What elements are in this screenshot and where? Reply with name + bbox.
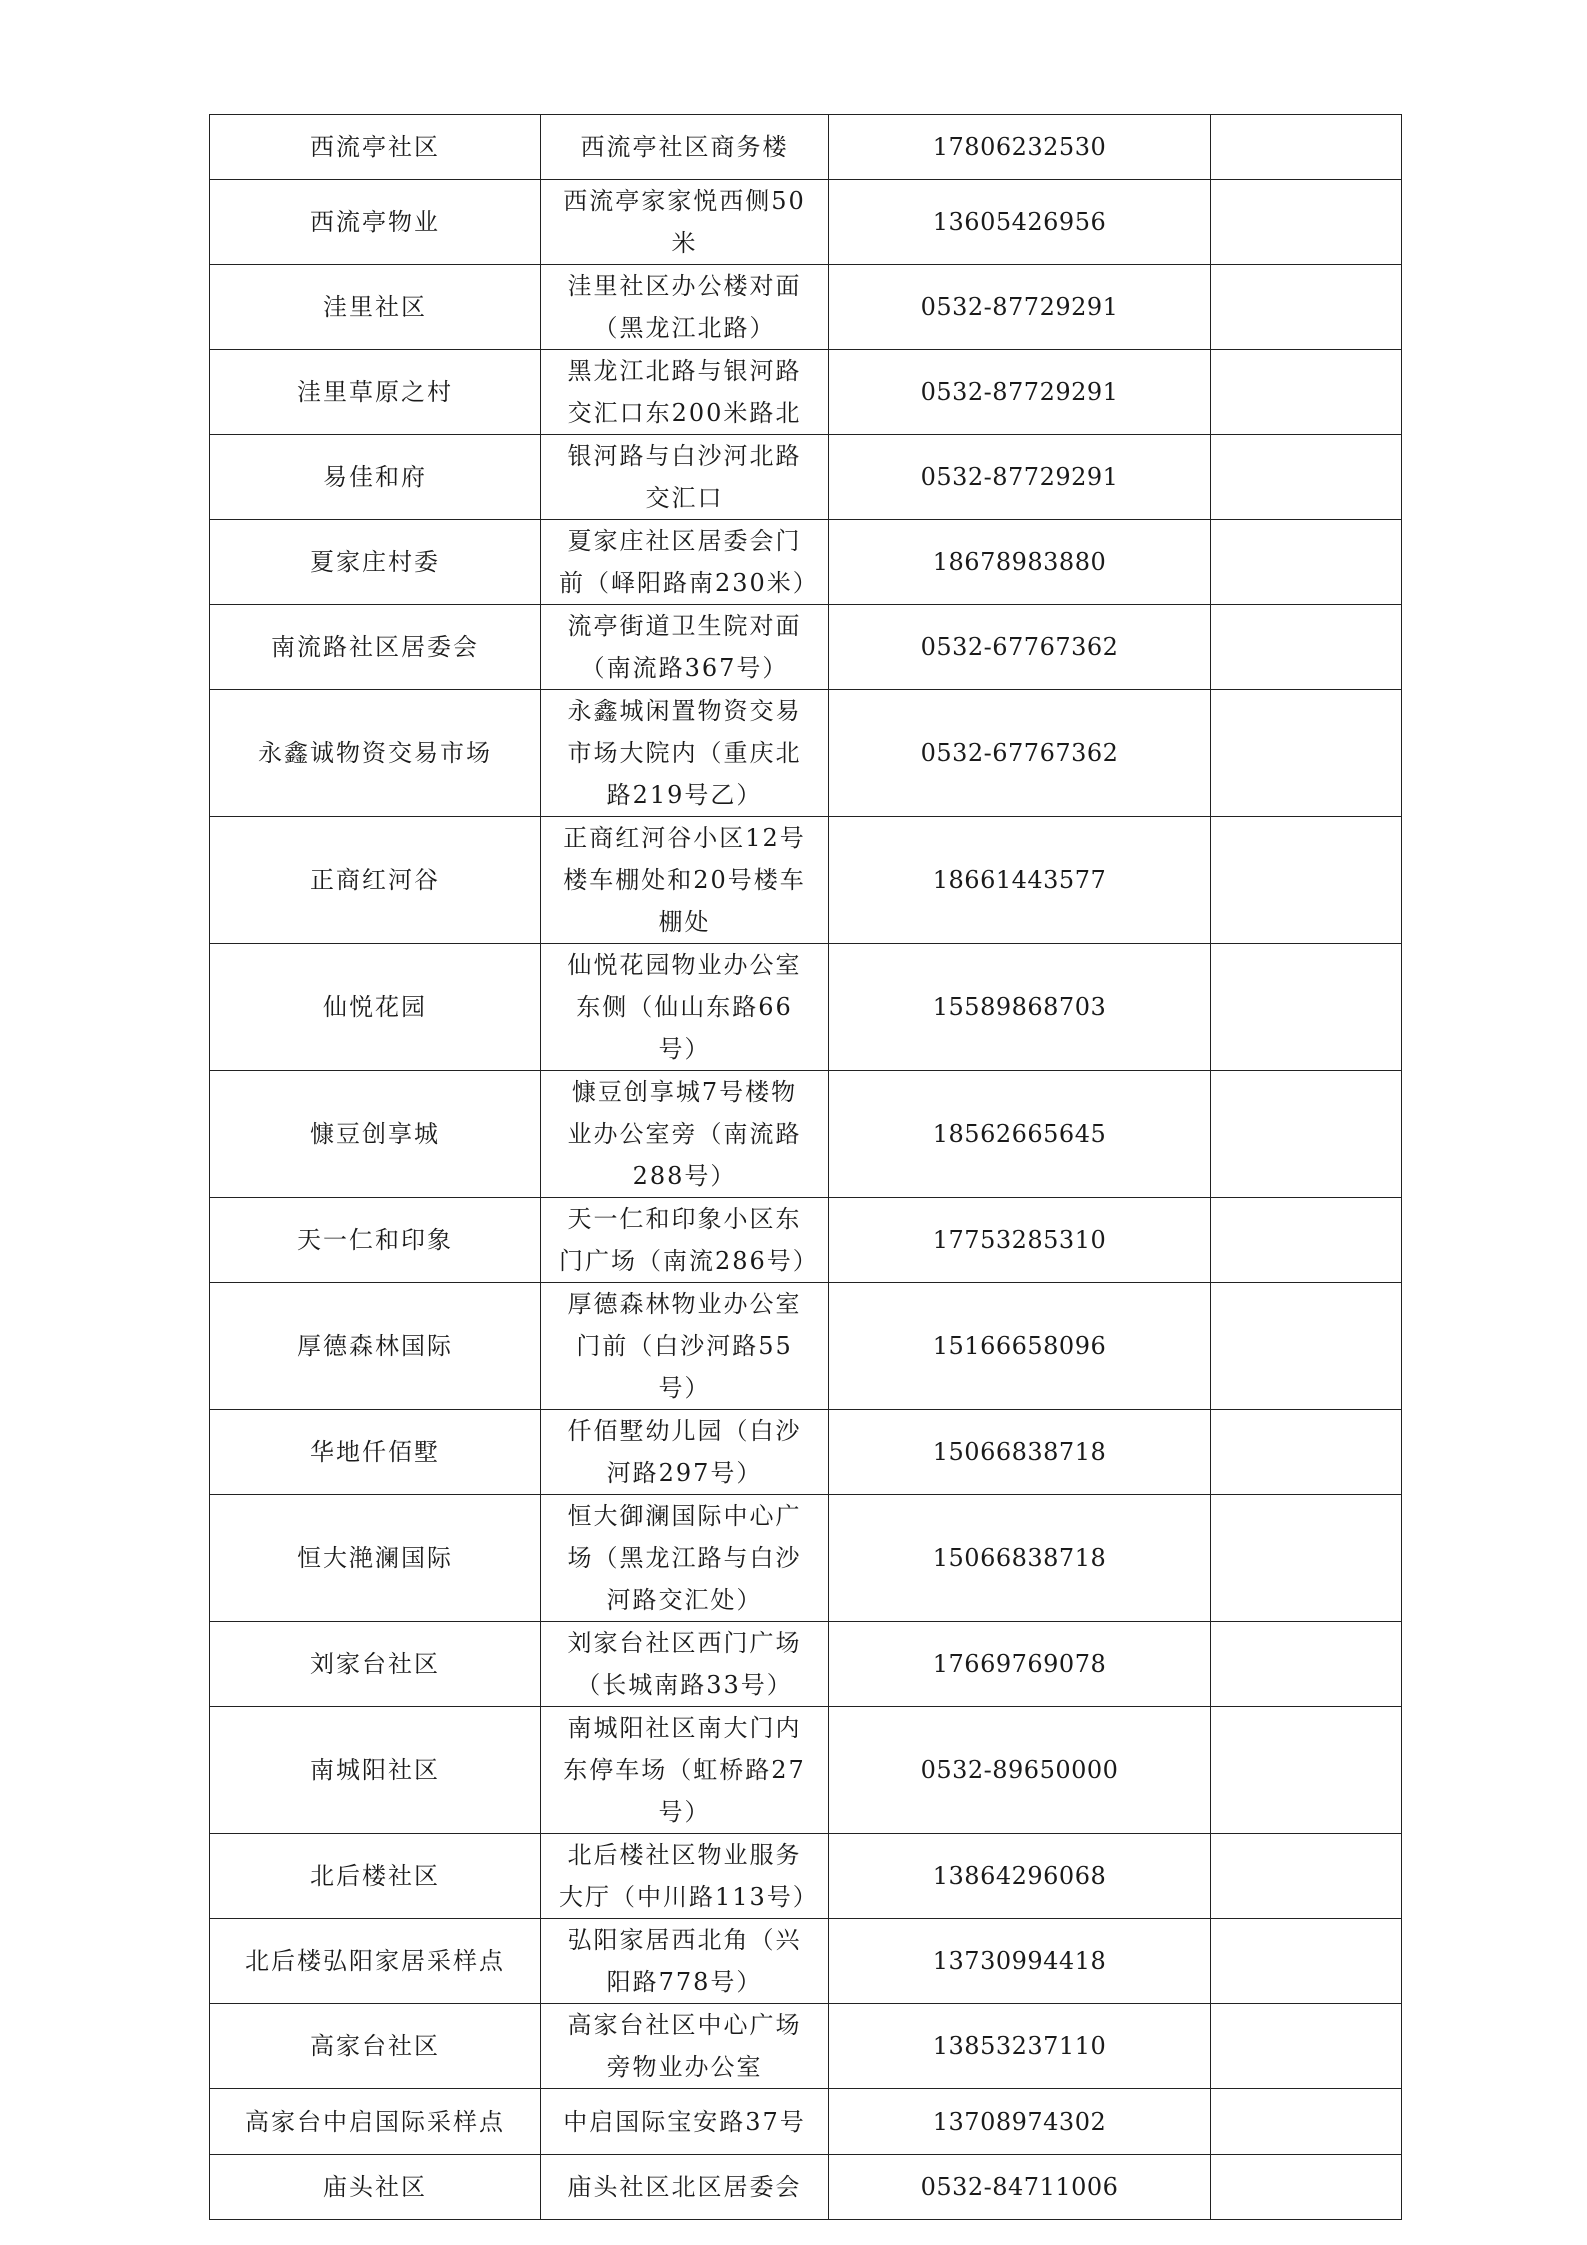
table-row bbox=[210, 265, 1402, 350]
site-note bbox=[1211, 265, 1402, 350]
table-row bbox=[210, 1283, 1402, 1410]
site-address: 北后楼社区物业服务大厅（中川路113号） bbox=[541, 1834, 829, 1919]
table-row bbox=[210, 2004, 1402, 2089]
site-note bbox=[1211, 1919, 1402, 2004]
site-name: 慷豆创享城 bbox=[210, 1071, 541, 1198]
site-phone: 17753285310 bbox=[829, 1198, 1211, 1283]
site-phone: 18661443577 bbox=[829, 817, 1211, 944]
site-address: 庙头社区北区居委会 bbox=[541, 2155, 829, 2220]
site-phone: 0532-67767362 bbox=[829, 605, 1211, 690]
table-row bbox=[210, 435, 1402, 520]
table-row bbox=[210, 1919, 1402, 2004]
table-row bbox=[210, 1410, 1402, 1495]
site-address: 弘阳家居西北角（兴阳路778号） bbox=[541, 1919, 829, 2004]
table-row bbox=[210, 520, 1402, 605]
site-note bbox=[1211, 2089, 1402, 2155]
site-address: 洼里社区办公楼对面（黑龙江北路） bbox=[541, 265, 829, 350]
site-address: 仙悦花园物业办公室东侧（仙山东路66号） bbox=[541, 944, 829, 1071]
site-name: 南城阳社区 bbox=[210, 1707, 541, 1834]
site-phone: 18562665645 bbox=[829, 1071, 1211, 1198]
site-name: 恒大滟澜国际 bbox=[210, 1495, 541, 1622]
site-name: 西流亭物业 bbox=[210, 180, 541, 265]
table-row bbox=[210, 1622, 1402, 1707]
table-row bbox=[210, 1834, 1402, 1919]
site-note bbox=[1211, 1495, 1402, 1622]
site-phone: 15066838718 bbox=[829, 1410, 1211, 1495]
table-row bbox=[210, 1707, 1402, 1834]
site-phone: 17806232530 bbox=[829, 115, 1211, 180]
site-name: 天一仁和印象 bbox=[210, 1198, 541, 1283]
site-note bbox=[1211, 2155, 1402, 2220]
site-name: 厚德森林国际 bbox=[210, 1283, 541, 1410]
site-address: 夏家庄社区居委会门前（峄阳路南230米） bbox=[541, 520, 829, 605]
table-row bbox=[210, 2089, 1402, 2155]
site-address: 永鑫城闲置物资交易市场大院内（重庆北路219号乙） bbox=[541, 690, 829, 817]
site-address: 慷豆创享城7号楼物业办公室旁（南流路288号） bbox=[541, 1071, 829, 1198]
site-address: 厚德森林物业办公室门前（白沙河路55号） bbox=[541, 1283, 829, 1410]
site-name: 洼里社区 bbox=[210, 265, 541, 350]
site-address: 中启国际宝安路37号 bbox=[541, 2089, 829, 2155]
site-address: 刘家台社区西门广场（长城南路33号） bbox=[541, 1622, 829, 1707]
site-note bbox=[1211, 350, 1402, 435]
site-name: 北后楼弘阳家居采样点 bbox=[210, 1919, 541, 2004]
site-note bbox=[1211, 817, 1402, 944]
site-address: 黑龙江北路与银河路交汇口东200米路北 bbox=[541, 350, 829, 435]
site-phone: 15066838718 bbox=[829, 1495, 1211, 1622]
sampling-sites-table bbox=[209, 114, 1402, 2220]
table-row bbox=[210, 817, 1402, 944]
site-address: 流亭街道卫生院对面（南流路367号） bbox=[541, 605, 829, 690]
site-phone: 0532-67767362 bbox=[829, 690, 1211, 817]
site-phone: 13853237110 bbox=[829, 2004, 1211, 2089]
site-note bbox=[1211, 944, 1402, 1071]
site-address: 南城阳社区南大门内东停车场（虹桥路27号） bbox=[541, 1707, 829, 1834]
site-phone: 15589868703 bbox=[829, 944, 1211, 1071]
site-note bbox=[1211, 1622, 1402, 1707]
table-row bbox=[210, 944, 1402, 1071]
table-row bbox=[210, 2155, 1402, 2220]
table-row bbox=[210, 350, 1402, 435]
site-phone: 13730994418 bbox=[829, 1919, 1211, 2004]
site-phone: 0532-87729291 bbox=[829, 435, 1211, 520]
site-address: 西流亭家家悦西侧50米 bbox=[541, 180, 829, 265]
site-name: 高家台中启国际采样点 bbox=[210, 2089, 541, 2155]
site-name: 仙悦花园 bbox=[210, 944, 541, 1071]
table-row bbox=[210, 690, 1402, 817]
table-row bbox=[210, 115, 1402, 180]
site-name: 刘家台社区 bbox=[210, 1622, 541, 1707]
site-address: 恒大御澜国际中心广场（黑龙江路与白沙河路交汇处） bbox=[541, 1495, 829, 1622]
site-phone: 0532-89650000 bbox=[829, 1707, 1211, 1834]
site-name: 西流亭社区 bbox=[210, 115, 541, 180]
site-phone: 18678983880 bbox=[829, 520, 1211, 605]
site-phone: 13605426956 bbox=[829, 180, 1211, 265]
table-row bbox=[210, 1495, 1402, 1622]
site-name: 易佳和府 bbox=[210, 435, 541, 520]
site-note bbox=[1211, 1410, 1402, 1495]
site-name: 高家台社区 bbox=[210, 2004, 541, 2089]
site-phone: 0532-84711006 bbox=[829, 2155, 1211, 2220]
site-note bbox=[1211, 605, 1402, 690]
table-row bbox=[210, 1198, 1402, 1283]
table-row bbox=[210, 605, 1402, 690]
site-note bbox=[1211, 1071, 1402, 1198]
site-address: 银河路与白沙河北路交汇口 bbox=[541, 435, 829, 520]
site-note bbox=[1211, 1283, 1402, 1410]
table-row bbox=[210, 1071, 1402, 1198]
site-address: 正商红河谷小区12号楼车棚处和20号楼车棚处 bbox=[541, 817, 829, 944]
site-note bbox=[1211, 690, 1402, 817]
site-address: 天一仁和印象小区东门广场（南流286号） bbox=[541, 1198, 829, 1283]
site-phone: 15166658096 bbox=[829, 1283, 1211, 1410]
site-note bbox=[1211, 180, 1402, 265]
site-name: 北后楼社区 bbox=[210, 1834, 541, 1919]
site-address: 西流亭社区商务楼 bbox=[541, 115, 829, 180]
site-note bbox=[1211, 435, 1402, 520]
site-note bbox=[1211, 1707, 1402, 1834]
site-name: 永鑫诚物资交易市场 bbox=[210, 690, 541, 817]
site-name: 洼里草原之村 bbox=[210, 350, 541, 435]
site-name: 庙头社区 bbox=[210, 2155, 541, 2220]
site-address: 高家台社区中心广场旁物业办公室 bbox=[541, 2004, 829, 2089]
site-name: 南流路社区居委会 bbox=[210, 605, 541, 690]
site-phone: 17669769078 bbox=[829, 1622, 1211, 1707]
site-phone: 13708974302 bbox=[829, 2089, 1211, 2155]
site-note bbox=[1211, 1198, 1402, 1283]
site-note bbox=[1211, 1834, 1402, 1919]
site-phone: 0532-87729291 bbox=[829, 350, 1211, 435]
site-address: 仟佰墅幼儿园（白沙河路297号） bbox=[541, 1410, 829, 1495]
site-name: 正商红河谷 bbox=[210, 817, 541, 944]
site-note bbox=[1211, 520, 1402, 605]
site-phone: 0532-87729291 bbox=[829, 265, 1211, 350]
table-row bbox=[210, 180, 1402, 265]
site-name: 华地仟佰墅 bbox=[210, 1410, 541, 1495]
site-name: 夏家庄村委 bbox=[210, 520, 541, 605]
site-phone: 13864296068 bbox=[829, 1834, 1211, 1919]
site-note bbox=[1211, 2004, 1402, 2089]
site-note bbox=[1211, 115, 1402, 180]
